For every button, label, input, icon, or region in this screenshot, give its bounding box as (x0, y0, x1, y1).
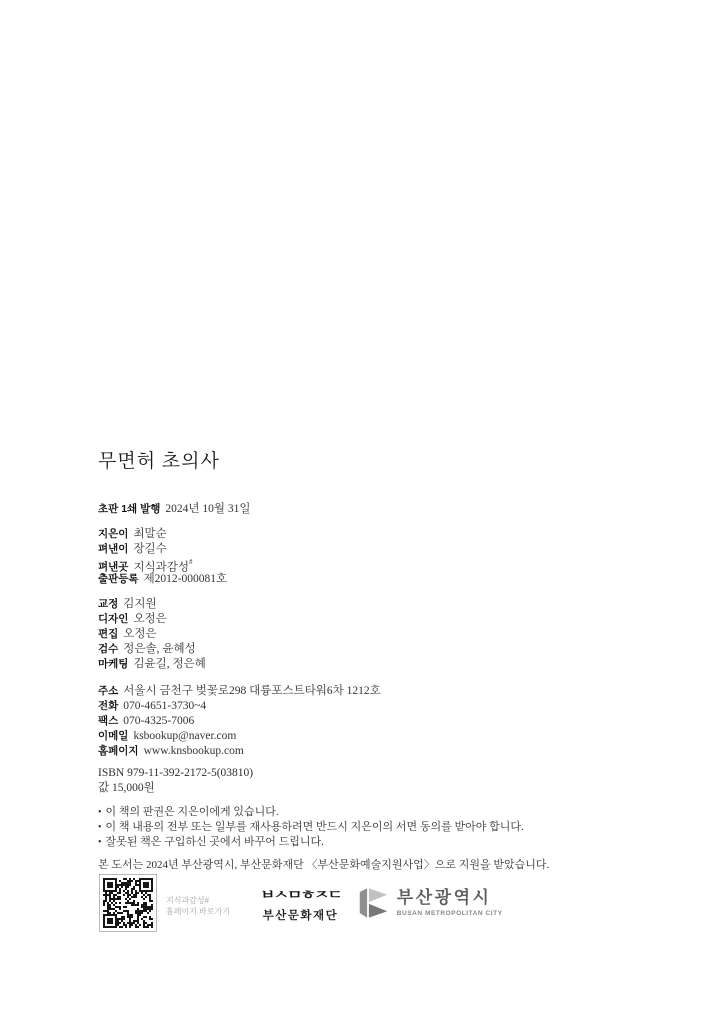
publishing-house-sup: # (188, 558, 193, 566)
phone-label: 전화 (98, 700, 119, 712)
busan-metropolitan-city-logo (357, 886, 503, 920)
publisher-row (98, 540, 638, 555)
fax-value: 070-4325-7006 (123, 715, 195, 727)
notices-block (98, 805, 638, 850)
publication-block (98, 525, 638, 585)
phone-row (98, 697, 638, 712)
publisher-value: 장길수 (133, 543, 167, 555)
contact-block (98, 682, 638, 757)
bullet-icon: • (98, 837, 102, 848)
registration-label: 출판등록 (98, 573, 139, 585)
edition-label: 초판 1쇄 발행 (98, 503, 161, 515)
edition-value: 2024년 10월 31일 (165, 503, 251, 515)
proofreading-value: 김지원 (123, 598, 157, 610)
design-row (98, 610, 638, 625)
bcf-name: 부산문화재단 (262, 910, 339, 922)
review-row (98, 640, 638, 655)
busan-city-en: BUSAN METROPOLITAN CITY (396, 910, 503, 917)
notice-exchange (98, 835, 638, 850)
support-note: 본 도서는 2024년 부산광역시, 부산문화재단 〈부산문화예술지원사업〉으로 지원을 받았습니다. (98, 859, 550, 871)
author-row (98, 525, 638, 540)
email-value: ksbookup@naver.com (133, 730, 237, 742)
proofreading-row (98, 595, 638, 610)
homepage-value: www.knsbookup.com (143, 745, 244, 757)
marketing-row (98, 655, 638, 670)
editing-value: 오정은 (123, 628, 157, 640)
edition-line (98, 500, 638, 515)
bcf-wordmark-icon: ㅂㅅㅁㅎㅈㄷ (260, 888, 341, 903)
address-row (98, 682, 638, 697)
review-value: 정은솔, 윤혜성 (123, 643, 196, 655)
publishing-house-value: 지식과감성 (133, 561, 189, 574)
qr-code (99, 874, 157, 932)
review-label: 검수 (98, 643, 119, 655)
notice-text: 이 책의 판권은 지은이에게 있습니다. (105, 806, 279, 818)
isbn-line: ISBN 979-11-392-2172-5(03810) (98, 767, 254, 779)
qr-caption-line2: 홈페이지 바로가기 (166, 907, 231, 916)
marketing-label: 마케팅 (98, 658, 129, 670)
publishing-house-row (98, 555, 638, 574)
book-title: 무면허 초의사 (98, 451, 220, 472)
busan-city-kr: 부산광역시 (396, 888, 492, 907)
homepage-row (98, 742, 638, 757)
address-value: 서울시 금천구 벚꽃로298 대륭포스트타워6차 1212호 (123, 685, 381, 697)
notice-copyright (98, 805, 638, 820)
email-label: 이메일 (98, 730, 129, 742)
publishing-house-label: 펴낸곳 (98, 561, 129, 574)
fax-label: 팩스 (98, 715, 119, 727)
qr-code-svg (103, 878, 153, 928)
busan-text (397, 886, 503, 917)
design-label: 디자인 (98, 613, 129, 625)
editing-row (98, 625, 638, 640)
notice-text: 이 책 내용의 전부 또는 일부를 재사용하려면 반드시 지은이의 서면 동의를 받아야 합니다. (105, 821, 524, 833)
editing-label: 편집 (98, 628, 119, 640)
bullet-icon: • (98, 822, 102, 833)
marketing-value: 김윤길, 정은혜 (133, 658, 206, 670)
registration-row (98, 570, 638, 585)
busan-emblem-icon (357, 886, 390, 920)
price-line: 값 15,000원 (98, 782, 155, 794)
homepage-label: 홈페이지 (98, 745, 139, 757)
footer-logos (99, 874, 503, 932)
registration-value: 제2012-000081호 (143, 573, 228, 585)
phone-value: 070-4651-3730~4 (123, 700, 207, 712)
publisher-label: 펴낸이 (98, 543, 129, 555)
notice-text: 잘못된 책은 구입하신 곳에서 바꾸어 드립니다. (105, 836, 324, 848)
address-label: 주소 (98, 685, 119, 697)
colophon-content (98, 446, 638, 873)
staff-block (98, 595, 638, 670)
notice-reuse (98, 820, 638, 835)
fax-row (98, 712, 638, 727)
bullet-icon: • (98, 807, 102, 818)
busan-cultural-foundation-logo (260, 887, 341, 923)
qr-caption (166, 895, 230, 917)
proofreading-label: 교정 (98, 598, 119, 610)
author-value: 최말순 (133, 528, 167, 540)
design-value: 오정은 (133, 613, 167, 625)
qr-caption-line1: 지식과감성# (166, 896, 210, 905)
author-label: 지은이 (98, 528, 129, 540)
email-row (98, 727, 638, 742)
isbn-block (98, 766, 638, 796)
